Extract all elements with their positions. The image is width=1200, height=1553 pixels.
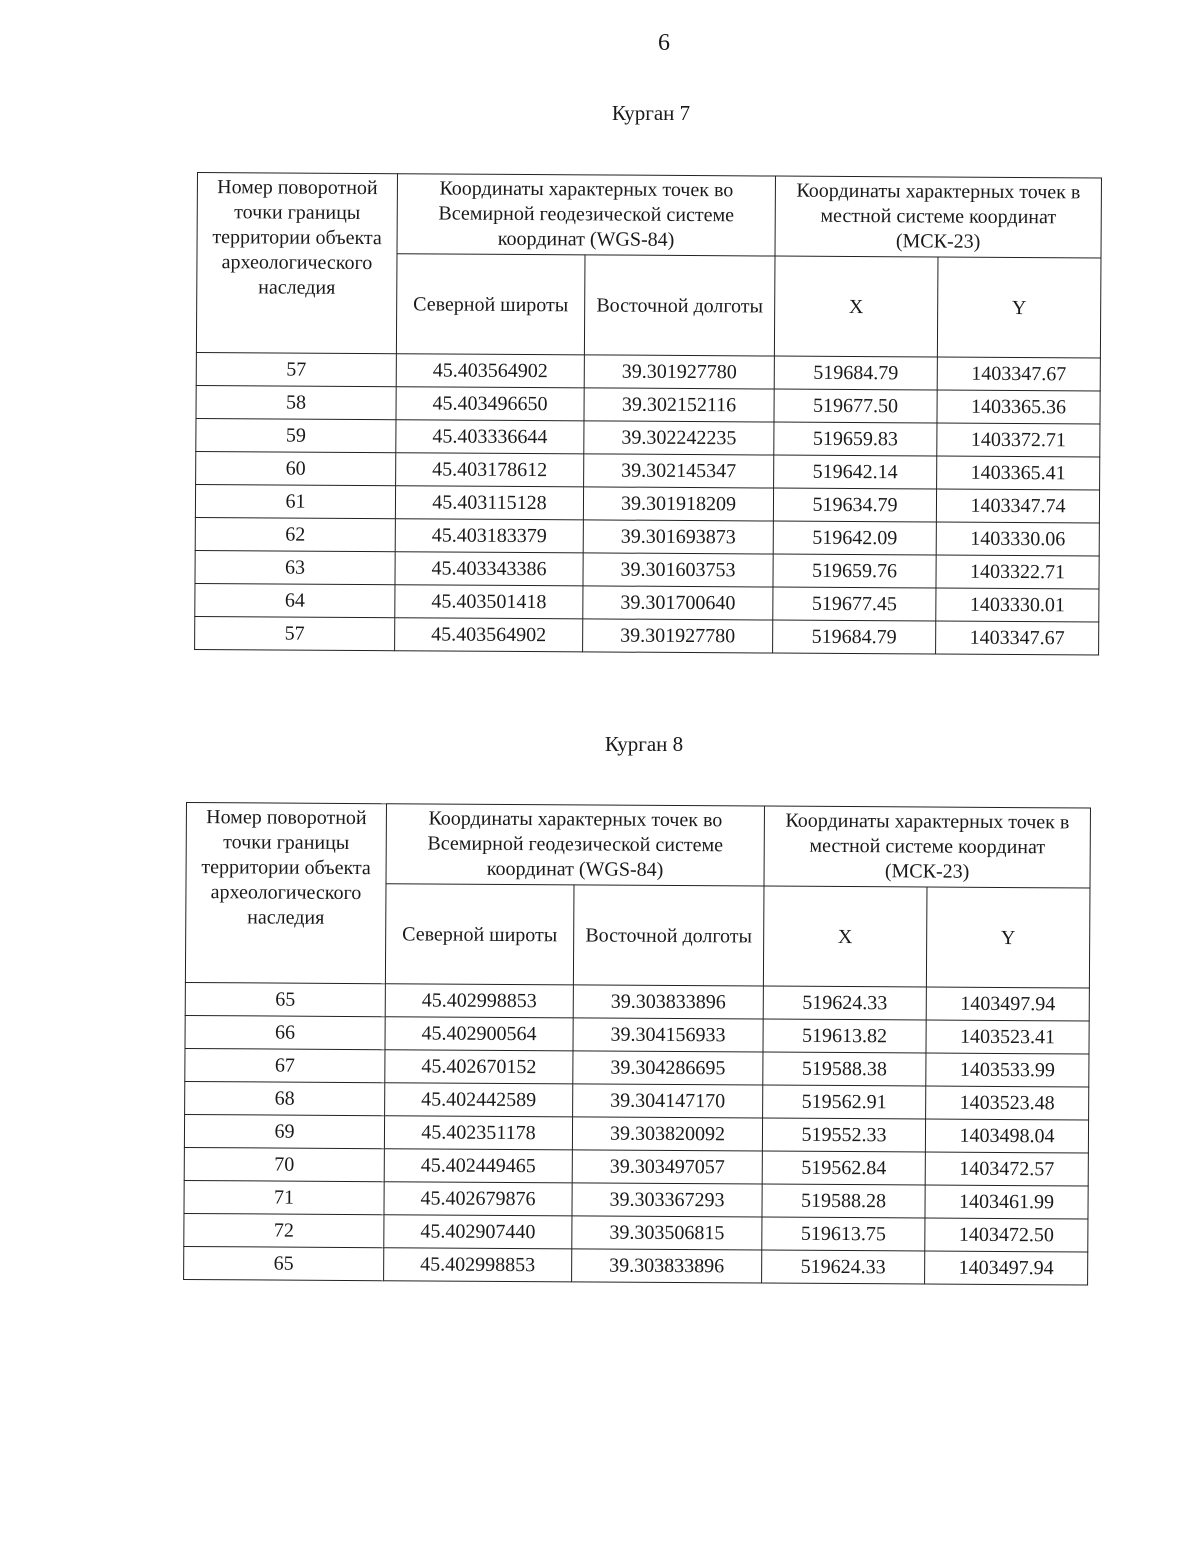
cell-point-number: 69 bbox=[184, 1114, 384, 1148]
cell-y: 1403347.74 bbox=[936, 489, 1099, 523]
cell-point-number: 65 bbox=[184, 1246, 384, 1280]
table-row bbox=[185, 1015, 1089, 1054]
cell-east-longitude: 39.302152116 bbox=[584, 388, 774, 422]
cell-x: 519624.33 bbox=[762, 1250, 925, 1284]
header-wgs84: Координаты характерных точек во Всемирной геодезической системе координат (WGS-84) bbox=[386, 804, 764, 886]
cell-point-number: 71 bbox=[184, 1180, 384, 1214]
cell-y: 1403533.99 bbox=[926, 1053, 1089, 1087]
cell-north-latitude: 45.402679876 bbox=[384, 1182, 572, 1216]
cell-y: 1403347.67 bbox=[936, 621, 1099, 655]
cell-y: 1403322.71 bbox=[936, 555, 1099, 589]
cell-north-latitude: 45.403183379 bbox=[395, 519, 583, 553]
cell-y: 1403498.04 bbox=[925, 1119, 1088, 1153]
cell-point-number: 68 bbox=[185, 1081, 385, 1115]
cell-y: 1403472.57 bbox=[925, 1152, 1088, 1186]
cell-north-latitude: 45.402900564 bbox=[385, 1017, 573, 1051]
cell-east-longitude: 39.303820092 bbox=[572, 1117, 762, 1151]
cell-y: 1403461.99 bbox=[925, 1185, 1088, 1219]
cell-y: 1403472.50 bbox=[925, 1218, 1088, 1252]
header-wgs84: Координаты характерных точек во Всемирной геодезической системе координат (WGS-84) bbox=[397, 174, 775, 256]
cell-y: 1403523.41 bbox=[926, 1020, 1089, 1054]
cell-x: 519562.84 bbox=[762, 1151, 925, 1185]
table-row bbox=[185, 1048, 1089, 1087]
cell-y: 1403330.06 bbox=[936, 522, 1099, 556]
cell-east-longitude: 39.304147170 bbox=[573, 1084, 763, 1118]
header-y: Y bbox=[926, 887, 1090, 988]
cell-point-number: 59 bbox=[196, 418, 396, 452]
cell-north-latitude: 45.402670152 bbox=[385, 1050, 573, 1084]
cell-east-longitude: 39.303506815 bbox=[572, 1216, 762, 1250]
cell-x: 519613.82 bbox=[763, 1019, 926, 1053]
cell-north-latitude: 45.403496650 bbox=[396, 387, 584, 421]
cell-x: 519552.33 bbox=[762, 1118, 925, 1152]
cell-east-longitude: 39.301603753 bbox=[583, 553, 773, 587]
cell-point-number: 57 bbox=[196, 352, 396, 386]
table-row bbox=[184, 1246, 1088, 1285]
cell-point-number: 63 bbox=[195, 550, 395, 584]
cell-y: 1403497.94 bbox=[926, 987, 1089, 1021]
table-row bbox=[185, 1081, 1089, 1120]
cell-east-longitude: 39.304156933 bbox=[573, 1018, 763, 1052]
page-number: 6 bbox=[658, 30, 670, 56]
cell-north-latitude: 45.403115128 bbox=[395, 486, 583, 520]
cell-x: 519588.28 bbox=[762, 1184, 925, 1218]
table-row bbox=[184, 1147, 1088, 1186]
cell-x: 519659.83 bbox=[774, 422, 937, 456]
cell-north-latitude: 45.403343386 bbox=[395, 552, 583, 586]
cell-north-latitude: 45.403501418 bbox=[395, 585, 583, 619]
cell-east-longitude: 39.301927780 bbox=[583, 619, 773, 653]
cell-point-number: 67 bbox=[185, 1048, 385, 1082]
header-y: Y bbox=[937, 257, 1101, 358]
cell-x: 519613.75 bbox=[762, 1217, 925, 1251]
cell-north-latitude: 45.402449465 bbox=[384, 1149, 572, 1183]
cell-north-latitude: 45.402998853 bbox=[385, 984, 573, 1018]
table-row bbox=[196, 418, 1100, 457]
cell-y: 1403347.67 bbox=[937, 357, 1100, 391]
header-msk23: Координаты характерных точек в местной системе координат (МСК-23) bbox=[775, 176, 1101, 258]
cell-x: 519624.33 bbox=[763, 986, 926, 1020]
cell-east-longitude: 39.303833896 bbox=[573, 985, 763, 1019]
section-title-kurgan-8: Курган 8 bbox=[604, 732, 684, 756]
table-row bbox=[195, 583, 1099, 622]
header-north-latitude: Северной широты bbox=[396, 254, 585, 355]
coordinates-table-kurgan-7 bbox=[194, 172, 1102, 656]
cell-north-latitude: 45.403564902 bbox=[396, 354, 584, 388]
cell-y: 1403372.71 bbox=[937, 423, 1100, 457]
header-x: X bbox=[763, 886, 927, 987]
cell-x: 519642.09 bbox=[773, 521, 936, 555]
cell-point-number: 57 bbox=[195, 616, 395, 650]
section-title-kurgan-7: Курган 7 bbox=[611, 101, 691, 125]
cell-east-longitude: 39.303833896 bbox=[572, 1249, 762, 1283]
cell-y: 1403365.36 bbox=[937, 390, 1100, 424]
cell-north-latitude: 45.402907440 bbox=[384, 1215, 572, 1249]
coordinates-table-kurgan-8 bbox=[183, 802, 1091, 1286]
table-row bbox=[195, 484, 1099, 523]
table-row bbox=[184, 1114, 1088, 1153]
cell-north-latitude: 45.402351178 bbox=[384, 1116, 572, 1150]
cell-east-longitude: 39.301700640 bbox=[583, 586, 773, 620]
cell-east-longitude: 39.301693873 bbox=[583, 520, 773, 554]
cell-x: 519684.79 bbox=[774, 356, 937, 390]
cell-north-latitude: 45.402442589 bbox=[385, 1083, 573, 1117]
header-msk23: Координаты характерных точек в местной системе координат (МСК-23) bbox=[764, 806, 1090, 888]
header-point-number: Номер поворотной точки границы территории объекта археологического наследия bbox=[196, 173, 397, 354]
cell-point-number: 66 bbox=[185, 1015, 385, 1049]
header-point-number: Номер поворотной точки границы территории объекта археологического наследия bbox=[185, 803, 386, 984]
cell-east-longitude: 39.301927780 bbox=[584, 355, 774, 389]
cell-point-number: 58 bbox=[196, 385, 396, 419]
cell-point-number: 72 bbox=[184, 1213, 384, 1247]
table-row bbox=[184, 1213, 1088, 1252]
cell-y: 1403497.94 bbox=[925, 1251, 1088, 1285]
table-row bbox=[195, 616, 1099, 655]
cell-east-longitude: 39.304286695 bbox=[573, 1051, 763, 1085]
cell-north-latitude: 45.403178612 bbox=[396, 453, 584, 487]
table-row bbox=[195, 517, 1099, 556]
cell-x: 519677.50 bbox=[774, 389, 937, 423]
table-row bbox=[196, 352, 1100, 391]
cell-x: 519684.79 bbox=[773, 620, 936, 654]
table-row bbox=[196, 451, 1100, 490]
cell-point-number: 61 bbox=[195, 484, 395, 518]
cell-point-number: 70 bbox=[184, 1147, 384, 1181]
cell-east-longitude: 39.303367293 bbox=[572, 1183, 762, 1217]
cell-x: 519659.76 bbox=[773, 554, 936, 588]
cell-x: 519642.14 bbox=[774, 455, 937, 489]
cell-x: 519677.45 bbox=[773, 587, 936, 621]
cell-x: 519562.91 bbox=[763, 1085, 926, 1119]
cell-point-number: 64 bbox=[195, 583, 395, 617]
cell-x: 519634.79 bbox=[773, 488, 936, 522]
cell-point-number: 62 bbox=[195, 517, 395, 551]
table-row bbox=[185, 982, 1089, 1021]
cell-north-latitude: 45.402998853 bbox=[384, 1248, 572, 1282]
cell-y: 1403523.48 bbox=[926, 1086, 1089, 1120]
cell-y: 1403365.41 bbox=[937, 456, 1100, 490]
header-north-latitude: Северной широты bbox=[385, 884, 574, 985]
table-row bbox=[196, 385, 1100, 424]
cell-east-longitude: 39.301918209 bbox=[583, 487, 773, 521]
cell-x: 519588.38 bbox=[763, 1052, 926, 1086]
cell-east-longitude: 39.302242235 bbox=[584, 421, 774, 455]
header-east-longitude: Восточной долготы bbox=[573, 885, 764, 986]
cell-point-number: 60 bbox=[196, 451, 396, 485]
cell-north-latitude: 45.403564902 bbox=[395, 618, 583, 652]
cell-east-longitude: 39.303497057 bbox=[572, 1150, 762, 1184]
table-row bbox=[184, 1180, 1088, 1219]
header-east-longitude: Восточной долготы bbox=[584, 255, 775, 356]
cell-point-number: 65 bbox=[185, 982, 385, 1016]
cell-y: 1403330.01 bbox=[936, 588, 1099, 622]
table-row bbox=[195, 550, 1099, 589]
cell-east-longitude: 39.302145347 bbox=[584, 454, 774, 488]
cell-north-latitude: 45.403336644 bbox=[396, 420, 584, 454]
header-x: X bbox=[774, 256, 938, 357]
